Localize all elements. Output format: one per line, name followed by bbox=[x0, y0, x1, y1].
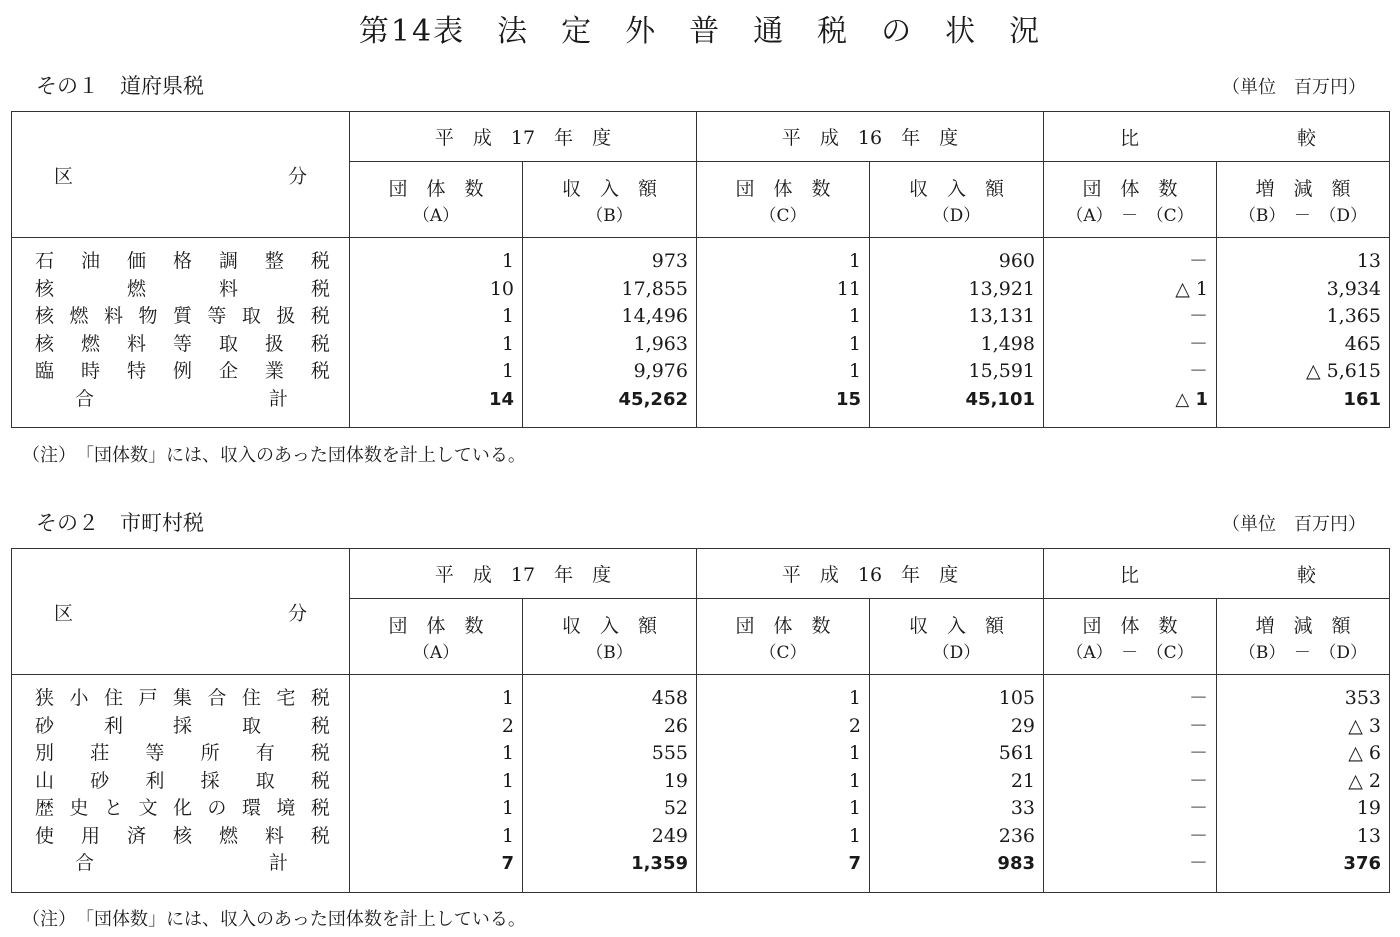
value-column-ac bbox=[1044, 238, 1217, 428]
category-char: 税 bbox=[310, 742, 330, 764]
section-heading: その１ 道府県税 bbox=[36, 74, 204, 98]
table-cell: 45,101 bbox=[965, 388, 1035, 410]
table-cell: 960 bbox=[998, 250, 1035, 272]
table-cell: △ 1 bbox=[1175, 388, 1208, 410]
table-cell: － bbox=[1188, 742, 1208, 764]
column-title: 団 体 数 bbox=[735, 177, 831, 200]
category-char: 計 bbox=[268, 387, 288, 410]
category-char: 別 bbox=[35, 742, 55, 764]
column-formula: （A） － （C） bbox=[1066, 642, 1194, 663]
category-char: 整 bbox=[264, 250, 284, 272]
col-d-header bbox=[870, 162, 1044, 238]
hikaku-label-left: 比 bbox=[1120, 564, 1140, 586]
category-char: 採 bbox=[200, 769, 220, 792]
table-cell: － bbox=[1188, 714, 1208, 737]
column-title: 団 体 数 bbox=[388, 177, 484, 200]
column-title: 増 減 額 bbox=[1255, 614, 1351, 637]
column-title: 収 入 額 bbox=[561, 177, 657, 200]
category-label bbox=[35, 276, 330, 304]
table-cell: △ 6 bbox=[1348, 742, 1381, 764]
table-cell: － bbox=[1188, 305, 1208, 327]
category-char: 宅 bbox=[276, 687, 296, 709]
table-cell: 13 bbox=[1356, 250, 1381, 272]
year17-header: 平 成 17 年 度 bbox=[350, 549, 697, 599]
column-formula: （B） － （D） bbox=[1238, 205, 1368, 226]
table-cell: 161 bbox=[1343, 388, 1381, 410]
category-label bbox=[35, 795, 330, 823]
category-char: 核 bbox=[172, 824, 192, 847]
table-cell: 3,934 bbox=[1326, 277, 1381, 300]
category-char: 合 bbox=[75, 387, 95, 410]
category-char: 扱 bbox=[276, 305, 296, 327]
hikaku-label-left: 比 bbox=[1120, 127, 1140, 149]
category-char: 税 bbox=[310, 332, 330, 355]
table-cell: 29 bbox=[1010, 714, 1035, 737]
col-bd-header bbox=[1217, 162, 1390, 238]
table-cell: 15 bbox=[835, 388, 861, 410]
category-label bbox=[35, 685, 330, 713]
column-formula: （A） bbox=[412, 642, 460, 663]
category-char: 税 bbox=[310, 250, 330, 272]
table-cell: － bbox=[1188, 332, 1208, 355]
table-cell: 1 bbox=[848, 250, 861, 272]
category-char: 戸 bbox=[138, 687, 158, 709]
category-char: 税 bbox=[310, 797, 330, 819]
kubun-label-right: 分 bbox=[287, 602, 307, 624]
hikaku-label-right: 較 bbox=[1297, 127, 1317, 149]
category-char: 税 bbox=[310, 769, 330, 792]
column-title: 団 体 数 bbox=[388, 614, 484, 637]
table-cell: 2 bbox=[848, 714, 861, 737]
table-cell: － bbox=[1188, 250, 1208, 272]
category-char: 化 bbox=[172, 797, 192, 819]
category-char: 有 bbox=[255, 742, 275, 764]
value-column-c bbox=[697, 238, 870, 428]
table-cell: 1 bbox=[848, 332, 861, 355]
table-cell: 1 bbox=[501, 687, 514, 709]
category-label bbox=[35, 386, 330, 414]
table-cell: 13,131 bbox=[968, 305, 1035, 327]
category-char: 環 bbox=[241, 797, 261, 819]
category-char: 油 bbox=[80, 250, 100, 272]
category-char: 料 bbox=[103, 305, 123, 327]
category-char: 料 bbox=[126, 332, 146, 355]
col-a-header bbox=[350, 599, 523, 675]
category-char: 調 bbox=[218, 250, 238, 272]
col-ac-header bbox=[1044, 599, 1217, 675]
page-title: 第14表 法 定 外 普 通 税 の 状 況 bbox=[358, 14, 1042, 49]
kubun-label-left: 区 bbox=[54, 165, 74, 187]
category-char: と bbox=[103, 797, 123, 819]
table-cell: 1 bbox=[501, 250, 514, 272]
col-ac-header bbox=[1044, 162, 1217, 238]
category-label bbox=[35, 358, 330, 386]
table-cell: － bbox=[1188, 852, 1208, 874]
table-cell: 1 bbox=[501, 360, 514, 382]
table-cell: 1 bbox=[848, 742, 861, 764]
category-char: 核 bbox=[35, 305, 55, 327]
table-cell: 7 bbox=[501, 853, 514, 874]
table-cell: 458 bbox=[651, 687, 688, 709]
unit-label: （単位 百万円） bbox=[1222, 77, 1366, 98]
category-label bbox=[35, 713, 330, 741]
col-d-header bbox=[870, 599, 1044, 675]
hikaku-label-right: 較 bbox=[1297, 564, 1317, 586]
column-formula: （D） bbox=[932, 205, 981, 226]
value-column-a bbox=[350, 675, 523, 893]
table-cell: 13 bbox=[1356, 824, 1381, 847]
kubun-label-right: 分 bbox=[287, 165, 307, 187]
column-formula: （B） bbox=[586, 205, 633, 226]
category-char: 料 bbox=[218, 277, 238, 300]
column-title: 団 体 数 bbox=[1082, 614, 1178, 637]
category-char: 史 bbox=[69, 797, 89, 819]
table-cell: － bbox=[1188, 687, 1208, 709]
table-cell: 14 bbox=[488, 388, 514, 410]
category-char: 石 bbox=[35, 250, 55, 272]
hikaku-header bbox=[1044, 549, 1390, 599]
category-char: 文 bbox=[138, 797, 158, 819]
table-cell: △ 5,615 bbox=[1305, 360, 1381, 382]
category-char: 所 bbox=[200, 742, 220, 764]
category-label bbox=[35, 331, 330, 359]
table-cell: 11 bbox=[836, 277, 861, 300]
category-char: 格 bbox=[172, 250, 192, 272]
category-char: 等 bbox=[207, 305, 227, 327]
table-cell: 19 bbox=[663, 769, 688, 792]
column-title: 収 入 額 bbox=[908, 614, 1004, 637]
table-cell: 15,591 bbox=[968, 360, 1035, 382]
category-char: 税 bbox=[310, 360, 330, 382]
category-char: 価 bbox=[126, 250, 146, 272]
table-cell: 10 bbox=[489, 277, 514, 300]
category-char: 合 bbox=[207, 687, 227, 709]
table-cell: 1 bbox=[501, 332, 514, 355]
table-cell: 983 bbox=[997, 853, 1035, 874]
category-char: 税 bbox=[310, 687, 330, 709]
table-cell: 1,963 bbox=[633, 332, 688, 355]
category-char: 税 bbox=[310, 277, 330, 300]
table-cell: 1 bbox=[848, 360, 861, 382]
category-char: 境 bbox=[276, 797, 296, 819]
category-label bbox=[35, 248, 330, 276]
column-formula: （B） － （D） bbox=[1238, 642, 1368, 663]
table-cell: － bbox=[1188, 769, 1208, 792]
table-cell: 561 bbox=[998, 742, 1035, 764]
category-char: 燃 bbox=[218, 824, 238, 847]
table-cell: 249 bbox=[651, 824, 688, 847]
category-char: 企 bbox=[218, 360, 238, 382]
table-cell: 45,262 bbox=[618, 388, 688, 410]
table-cell: 19 bbox=[1356, 797, 1381, 819]
table-cell: 21 bbox=[1010, 769, 1035, 792]
unit-label: （単位 百万円） bbox=[1222, 514, 1366, 535]
column-title: 増 減 額 bbox=[1255, 177, 1351, 200]
tax-table bbox=[11, 111, 1390, 428]
column-title: 団 体 数 bbox=[1082, 177, 1178, 200]
category-char: 取 bbox=[255, 769, 275, 792]
table-cell: 1 bbox=[501, 742, 514, 764]
column-formula: （C） bbox=[759, 205, 807, 226]
table-cell: 1 bbox=[848, 687, 861, 709]
category-char: 歴 bbox=[35, 797, 55, 819]
table-cell: 1 bbox=[501, 824, 514, 847]
section-heading: その２ 市町村税 bbox=[36, 511, 204, 535]
category-char: 利 bbox=[103, 714, 123, 737]
kubun-header bbox=[12, 112, 350, 238]
category-char: 料 bbox=[264, 824, 284, 847]
category-char: 住 bbox=[241, 687, 261, 709]
table-cell: △ 2 bbox=[1348, 769, 1381, 792]
table-cell: 1,498 bbox=[980, 332, 1035, 355]
category-char: 利 bbox=[145, 769, 165, 792]
table-cell: 973 bbox=[651, 250, 688, 272]
year17-header: 平 成 17 年 度 bbox=[350, 112, 697, 162]
category-char: 税 bbox=[310, 714, 330, 737]
category-char: 業 bbox=[264, 360, 284, 382]
value-column-bd bbox=[1217, 675, 1390, 893]
category-char: 燃 bbox=[80, 332, 100, 355]
category-char: 取 bbox=[218, 332, 238, 355]
category-char: 核 bbox=[35, 277, 55, 300]
table-cell: △ 3 bbox=[1348, 714, 1381, 737]
category-char: 小 bbox=[69, 687, 89, 709]
col-b-header bbox=[523, 162, 697, 238]
category-char: 計 bbox=[268, 852, 288, 874]
category-char: 燃 bbox=[69, 305, 89, 327]
category-char: 税 bbox=[310, 305, 330, 327]
table-cell: 465 bbox=[1344, 332, 1381, 355]
category-char: 核 bbox=[35, 332, 55, 355]
hikaku-header bbox=[1044, 112, 1390, 162]
value-column-a bbox=[350, 238, 523, 428]
table-cell: 1,359 bbox=[631, 853, 688, 874]
column-formula: （D） bbox=[932, 642, 981, 663]
category-column bbox=[12, 238, 350, 428]
table-cell: 236 bbox=[998, 824, 1035, 847]
category-char: 取 bbox=[241, 305, 261, 327]
table-cell: 1 bbox=[501, 305, 514, 327]
category-label bbox=[35, 850, 330, 878]
category-char: 物 bbox=[138, 305, 158, 327]
category-char: 臨 bbox=[35, 360, 55, 382]
footnote: （注） 「団体数」には、収入のあった団体数を計上している。 bbox=[22, 909, 526, 930]
category-char: 砂 bbox=[35, 714, 55, 737]
category-label bbox=[35, 823, 330, 851]
category-char: 扱 bbox=[264, 332, 284, 355]
category-label bbox=[35, 303, 330, 331]
table-cell: 33 bbox=[1010, 797, 1035, 819]
table-cell: － bbox=[1188, 797, 1208, 819]
category-char: 燃 bbox=[126, 277, 146, 300]
table-cell: 26 bbox=[663, 714, 688, 737]
table-cell: 52 bbox=[663, 797, 688, 819]
category-char: 質 bbox=[172, 305, 192, 327]
year16-header: 平 成 16 年 度 bbox=[697, 112, 1044, 162]
category-char: 等 bbox=[172, 332, 192, 355]
table-cell: 376 bbox=[1343, 853, 1381, 874]
category-char: 税 bbox=[310, 824, 330, 847]
col-c-header bbox=[697, 162, 870, 238]
table-cell: 7 bbox=[848, 853, 861, 874]
table-cell: 555 bbox=[651, 742, 688, 764]
footnote: （注） 「団体数」には、収入のあった団体数を計上している。 bbox=[22, 445, 526, 466]
table-cell: 2 bbox=[501, 714, 514, 737]
category-char: 住 bbox=[103, 687, 123, 709]
column-title: 収 入 額 bbox=[561, 614, 657, 637]
category-char: 用 bbox=[80, 824, 100, 847]
tax-table bbox=[11, 548, 1390, 893]
table-cell: 1,365 bbox=[1326, 305, 1381, 327]
category-char: 取 bbox=[241, 714, 261, 737]
category-char: 特 bbox=[126, 360, 146, 382]
category-char: 採 bbox=[172, 714, 192, 737]
column-formula: （A） － （C） bbox=[1066, 205, 1194, 226]
column-formula: （B） bbox=[586, 642, 633, 663]
value-column-ac bbox=[1044, 675, 1217, 893]
column-formula: （A） bbox=[412, 205, 460, 226]
category-label bbox=[35, 768, 330, 796]
value-column-bd bbox=[1217, 238, 1390, 428]
table-cell: 1 bbox=[501, 797, 514, 819]
category-char: 時 bbox=[80, 360, 100, 382]
table-cell: 105 bbox=[998, 687, 1035, 709]
category-column bbox=[12, 675, 350, 893]
category-label bbox=[35, 740, 330, 768]
kubun-header bbox=[12, 549, 350, 675]
table-cell: 1 bbox=[848, 305, 861, 327]
category-char: 使 bbox=[35, 824, 55, 847]
value-column-c bbox=[697, 675, 870, 893]
category-char: 例 bbox=[172, 360, 192, 382]
value-column-b bbox=[523, 238, 697, 428]
table-cell: △ 1 bbox=[1175, 277, 1208, 300]
category-char: 山 bbox=[35, 769, 55, 792]
year16-header: 平 成 16 年 度 bbox=[697, 549, 1044, 599]
col-b-header bbox=[523, 599, 697, 675]
table-cell: 14,496 bbox=[621, 305, 688, 327]
value-column-d bbox=[870, 238, 1044, 428]
column-formula: （C） bbox=[759, 642, 807, 663]
value-column-b bbox=[523, 675, 697, 893]
table-cell: － bbox=[1188, 360, 1208, 382]
table-cell: － bbox=[1188, 824, 1208, 847]
table-cell: 353 bbox=[1344, 687, 1381, 709]
category-char: 等 bbox=[145, 742, 165, 764]
table-cell: 1 bbox=[848, 797, 861, 819]
category-char: 合 bbox=[75, 852, 95, 874]
col-c-header bbox=[697, 599, 870, 675]
table-cell: 9,976 bbox=[633, 360, 688, 382]
col-a-header bbox=[350, 162, 523, 238]
column-title: 団 体 数 bbox=[735, 614, 831, 637]
table-cell: 13,921 bbox=[968, 277, 1035, 300]
col-bd-header bbox=[1217, 599, 1390, 675]
kubun-label-left: 区 bbox=[54, 602, 74, 624]
column-title: 収 入 額 bbox=[908, 177, 1004, 200]
value-column-d bbox=[870, 675, 1044, 893]
category-char: 狭 bbox=[35, 687, 55, 709]
category-char: 荘 bbox=[90, 742, 110, 764]
table-cell: 1 bbox=[848, 769, 861, 792]
table-cell: 17,855 bbox=[621, 277, 688, 300]
category-char: の bbox=[207, 797, 227, 819]
category-char: 済 bbox=[126, 824, 146, 847]
category-char: 集 bbox=[172, 687, 192, 709]
table-cell: 1 bbox=[848, 824, 861, 847]
table-cell: 1 bbox=[501, 769, 514, 792]
category-char: 砂 bbox=[90, 769, 110, 792]
